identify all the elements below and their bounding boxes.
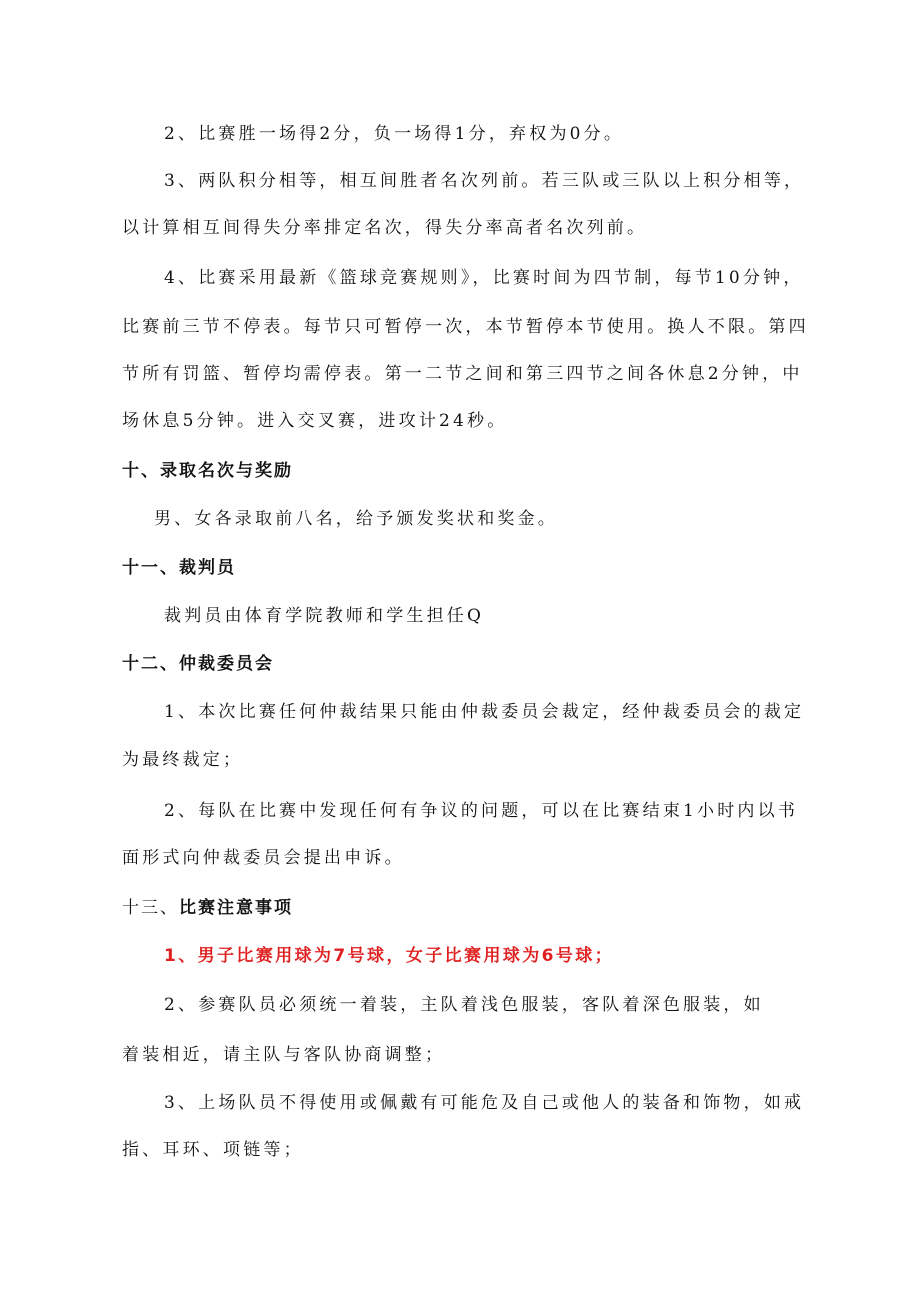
section-13-item-3-line-1: 3、上场队员不得使用或佩戴有可能危及自己或他人的装备和饰物，如戒	[164, 1093, 805, 1113]
section-12-item-2-line-2: 面形式向仲裁委员会提出申诉。	[122, 848, 405, 868]
rule-4-line-4: 场休息5分钟。进入交叉赛，进攻计24秒。	[122, 411, 508, 431]
section-12-item-2-line-1: 2、每队在比赛中发现任何有争议的问题，可以在比赛结束1小时内以书	[164, 801, 799, 821]
section-13-item-2-line-1: 2、参赛队员必须统一着装，主队着浅色服装，客队着深色服装，如	[164, 995, 764, 1015]
section-13-item-3-line-2: 指、耳环、项链等；	[122, 1140, 304, 1160]
section-10-heading: 十、录取名次与奖励	[122, 461, 293, 481]
section-13-item-1-highlight: 1、男子比赛用球为7号球，女子比赛用球为6号球；	[164, 946, 615, 966]
section-12-item-1-line-2: 为最终裁定；	[122, 750, 244, 770]
rule-3-line-2: 以计算相互间得失分率排定名次，得失分率高者名次列前。	[122, 218, 648, 238]
section-13-heading	[122, 896, 293, 920]
rule-4-line-2: 比赛前三节不停表。每节只可暂停一次，本节暂停本节使用。换人不限。第四	[122, 317, 809, 337]
section-10-body: 男、女各录取前八名，给予颁发奖状和奖金。	[154, 509, 558, 529]
section-13-heading-prefix: 十三、	[122, 898, 179, 918]
rule-3-line-1: 3、两队积分相等，相互间胜者名次列前。若三队或三队以上积分相等，	[164, 171, 805, 191]
rule-2-text: 2、比赛胜一场得2分，负一场得1分，弃权为0分。	[164, 124, 625, 144]
section-11-body: 裁判员由体育学院教师和学生担任Q	[164, 606, 485, 626]
section-12-heading: 十二、仲裁委员会	[122, 654, 274, 674]
section-12-item-1-line-1: 1、本次比赛任何仲裁结果只能由仲裁委员会裁定，经仲裁委员会的裁定	[164, 702, 805, 722]
section-11-heading: 十一、裁判员	[122, 558, 236, 578]
rule-4-line-3: 节所有罚篮、暂停均需停表。第一二节之间和第三四节之间各休息2分钟，中	[122, 364, 803, 384]
section-13-item-2-line-2: 着装相近，请主队与客队协商调整；	[122, 1045, 446, 1065]
section-13-heading-title: 比赛注意事项	[179, 898, 293, 918]
rule-4-line-1: 4、比赛采用最新《篮球竞赛规则》，比赛时间为四节制，每节10分钟，	[164, 268, 804, 288]
